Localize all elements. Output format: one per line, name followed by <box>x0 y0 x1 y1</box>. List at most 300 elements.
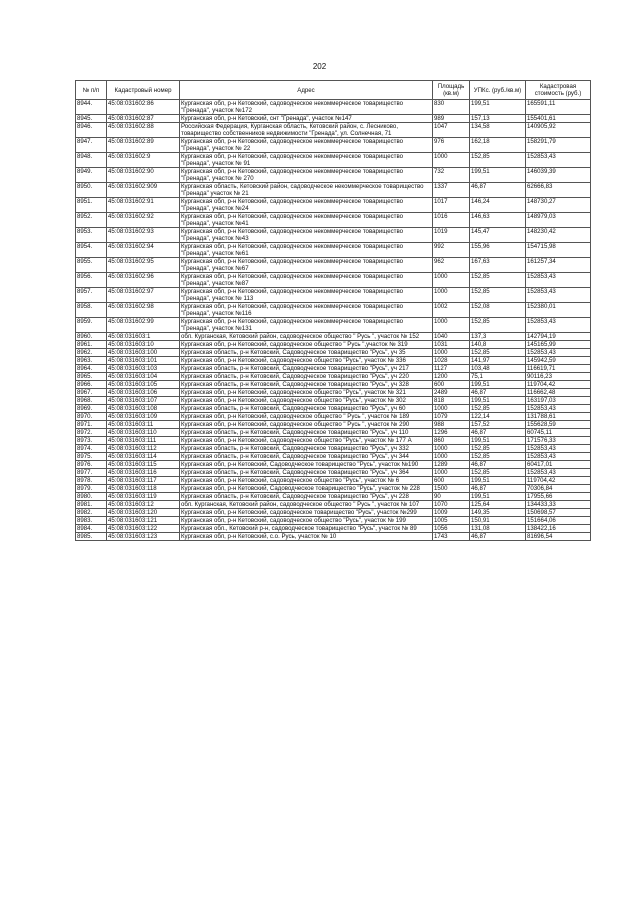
cadastral-cost: 163197,03 <box>526 397 591 405</box>
row-num: 8966. <box>76 381 107 389</box>
upks: 46,87 <box>470 429 526 437</box>
cadastral-cost: 62666,83 <box>526 183 591 198</box>
cadastral-cost: 140905,92 <box>526 123 591 138</box>
table-row <box>76 429 591 437</box>
address: Курганская обл, р-н Кетовский, садоводческое общество "Русь", участок № 302 <box>180 397 433 405</box>
upks: 152,85 <box>470 453 526 461</box>
table-row <box>76 381 591 389</box>
row-num: 8978. <box>76 477 107 485</box>
table-row <box>76 228 591 243</box>
upks: 157,13 <box>470 115 526 123</box>
row-num: 8947. <box>76 138 107 153</box>
table-row <box>76 288 591 303</box>
table-row <box>76 273 591 288</box>
area: 1000 <box>433 318 470 333</box>
cadastral-cost: 60417,01 <box>526 461 591 469</box>
address: Курганская обл, р-н Кетовский, садоводческое общество "Русь", участок № 336 <box>180 357 433 365</box>
table-row <box>76 183 591 198</box>
cadastral-number: 45:08:031602:94 <box>107 243 180 258</box>
area: 1200 <box>433 373 470 381</box>
upks: 146,24 <box>470 198 526 213</box>
cadastral-number: 45:08:031602:90 <box>107 168 180 183</box>
address: Российская Федерация, Курганская область, Кетовский район, с. Лесниково, товарищество собственников недвижимости "Гренада", ул. Солнечная, 71 <box>180 123 433 138</box>
table-row <box>76 258 591 273</box>
cadastral-cost: 152853,43 <box>526 288 591 303</box>
cadastral-number: 45:08:031603:117 <box>107 477 180 485</box>
cadastral-number: 45:08:031603:114 <box>107 453 180 461</box>
cadastral-number: 45:08:031602:86 <box>107 100 180 115</box>
table-row <box>76 373 591 381</box>
row-num: 8957. <box>76 288 107 303</box>
row-num: 8964. <box>76 365 107 373</box>
area: 860 <box>433 437 470 445</box>
table-row <box>76 115 591 123</box>
area: 1019 <box>433 228 470 243</box>
cadastral-number: 45:08:031602:9 <box>107 153 180 168</box>
row-num: 8959. <box>76 318 107 333</box>
cadastral-cost: 152380,01 <box>526 303 591 318</box>
cadastral-cost: 154715,98 <box>526 243 591 258</box>
table-row <box>76 123 591 138</box>
table-row <box>76 477 591 485</box>
area: 1031 <box>433 341 470 349</box>
row-num: 8948. <box>76 153 107 168</box>
cadastral-cost: 60745,11 <box>526 429 591 437</box>
address: Курганская область, р-н Кетовский, Садоводческое товарищество "Русь", уч 228 <box>180 493 433 501</box>
cadastral-number: 45:08:031602:87 <box>107 115 180 123</box>
area: 1079 <box>433 413 470 421</box>
cadastral-number: 45:08:031602:93 <box>107 228 180 243</box>
cadastral-number: 45:08:031603:101 <box>107 357 180 365</box>
address: Курганская обл, р-н Кетовский, садоводческое некоммерческое товарищество "Гренада", участок №67 <box>180 258 433 273</box>
header-cadastral-cost: Кадастровая стоимость (руб.) <box>526 81 591 100</box>
table-row <box>76 509 591 517</box>
area: 1000 <box>433 273 470 288</box>
row-num: 8973. <box>76 437 107 445</box>
cadastral-number: 45:08:031603:118 <box>107 485 180 493</box>
table-row <box>76 349 591 357</box>
upks: 46,87 <box>470 485 526 493</box>
cadastral-cost: 165591,11 <box>526 100 591 115</box>
row-num: 8965. <box>76 373 107 381</box>
cadastral-number: 45:08:031602:99 <box>107 318 180 333</box>
cadastral-cost: 131788,61 <box>526 413 591 421</box>
table-row <box>76 153 591 168</box>
area: 989 <box>433 115 470 123</box>
address: Курганская обл, р-н Кетовский, садоводческое некоммерческое товарищество "Гренада", участок №131 <box>180 318 433 333</box>
upks: 46,87 <box>470 461 526 469</box>
address: Курганская обл, р-н Кетовский, садоводческое некоммерческое товарищество "Гренада", участок №172 <box>180 100 433 115</box>
address: Курганская область, р-н Кетовский, Садоводческое товарищество "Русь", уч 344 <box>180 453 433 461</box>
cadastral-number: 45:08:031603:123 <box>107 533 180 541</box>
address: Курганская обл, р-н Кетовский, садоводческое общество " Русь ", участок № 189 <box>180 413 433 421</box>
cadastral-number: 45:08:031603:1 <box>107 333 180 341</box>
cadastral-cost: 152853,43 <box>526 453 591 461</box>
cadastral-cost: 148730,27 <box>526 198 591 213</box>
cadastral-number: 45:08:031603:109 <box>107 413 180 421</box>
upks: 199,51 <box>470 168 526 183</box>
table-row <box>76 525 591 533</box>
upks: 137,3 <box>470 333 526 341</box>
address: Курганская обл, р-н Кетовский, с.о. Русь, участок № 10 <box>180 533 433 541</box>
cadastral-cost: 81696,54 <box>526 533 591 541</box>
upks: 46,87 <box>470 533 526 541</box>
upks: 140,8 <box>470 341 526 349</box>
upks: 103,48 <box>470 365 526 373</box>
address: Курганская обл, р-н Кетовский, садоводческое некоммерческое товарищество "Гренада", участок № 22 <box>180 138 433 153</box>
table-row <box>76 100 591 115</box>
upks: 145,47 <box>470 228 526 243</box>
cadastral-cost: 152853,43 <box>526 405 591 413</box>
row-num: 8969. <box>76 405 107 413</box>
area: 600 <box>433 381 470 389</box>
area: 1070 <box>433 501 470 509</box>
row-num: 8975. <box>76 453 107 461</box>
cadastral-cost: 145942,59 <box>526 357 591 365</box>
row-num: 8974. <box>76 445 107 453</box>
area: 830 <box>433 100 470 115</box>
upks: 152,85 <box>470 288 526 303</box>
cadastral-number: 45:08:031602:97 <box>107 288 180 303</box>
area: 1056 <box>433 525 470 533</box>
address: Курганская обл, р-н Кетовский, садоводческое некоммерческое товарищество "Гренада", участок №41 <box>180 213 433 228</box>
cadastral-number: 45:08:031602:98 <box>107 303 180 318</box>
row-num: 8972. <box>76 429 107 437</box>
row-num: 8984. <box>76 525 107 533</box>
cadastral-cost: 146039,39 <box>526 168 591 183</box>
upks: 152,85 <box>470 153 526 168</box>
upks: 152,08 <box>470 303 526 318</box>
cadastral-number: 45:08:031602:91 <box>107 198 180 213</box>
row-num: 8962. <box>76 349 107 357</box>
cadastral-cost: 17955,66 <box>526 493 591 501</box>
row-num: 8985. <box>76 533 107 541</box>
area: 600 <box>433 477 470 485</box>
table-row <box>76 303 591 318</box>
upks: 152,85 <box>470 273 526 288</box>
cadastral-number: 45:08:031603:10 <box>107 341 180 349</box>
address: Курганская обл, р-н Кетовский, садоводческое товарищество "Русь", участок №299 <box>180 509 433 517</box>
cadastral-cost: 152853,43 <box>526 153 591 168</box>
cadastral-number: 45:08:031603:105 <box>107 381 180 389</box>
table-row <box>76 469 591 477</box>
cadastral-cost: 90116,23 <box>526 373 591 381</box>
table-row <box>76 168 591 183</box>
cadastral-number: 45:08:031602:92 <box>107 213 180 228</box>
upks: 152,85 <box>470 349 526 357</box>
table-row <box>76 405 591 413</box>
cadastral-number: 45:08:031603:108 <box>107 405 180 413</box>
area: 962 <box>433 258 470 273</box>
header-address: Адрес <box>180 81 433 100</box>
table-row <box>76 501 591 509</box>
address: Курганская обл, р-н Кетовский, садоводческое некоммерческое товарищество "Гренада", участок №87 <box>180 273 433 288</box>
table-row <box>76 357 591 365</box>
upks: 162,18 <box>470 138 526 153</box>
cadastral-cost: 155628,59 <box>526 421 591 429</box>
area: 2489 <box>433 389 470 397</box>
address: Курганская обл, р-н Кетовский, садоводческое некоммерческое товарищество "Гренада", участок № 113 <box>180 288 433 303</box>
upks: 150,91 <box>470 517 526 525</box>
upks: 152,85 <box>470 405 526 413</box>
header-area: Площадь (кв.м) <box>433 81 470 100</box>
cadastral-number: 45:08:031603:12 <box>107 501 180 509</box>
row-num: 8945. <box>76 115 107 123</box>
cadastral-cost: 171576,33 <box>526 437 591 445</box>
area: 1127 <box>433 365 470 373</box>
area: 1000 <box>433 453 470 461</box>
address: Курганская обл, р-н Кетовский, садоводческое некоммерческое товарищество "Гренада", участок № 91 <box>180 153 433 168</box>
address: Курганская обл, р-н Кетовский, садоводческое некоммерческое товарищество "Гренада", участок № 270 <box>180 168 433 183</box>
cadastral-cost: 116619,71 <box>526 365 591 373</box>
address: Курганская обл, р-н Кетовский, садоводческое некоммерческое товарищество "Гренада", участок №24 <box>180 198 433 213</box>
cadastral-cost: 119704,42 <box>526 477 591 485</box>
address: Курганская обл, р-н Кетовский, садоводческое общество "Русь", участок № 321 <box>180 389 433 397</box>
area: 976 <box>433 138 470 153</box>
cadastral-number: 45:08:031602:88 <box>107 123 180 138</box>
area: 1000 <box>433 405 470 413</box>
row-num: 8952. <box>76 213 107 228</box>
row-num: 8944. <box>76 100 107 115</box>
table-row <box>76 333 591 341</box>
row-num: 8979. <box>76 485 107 493</box>
row-num: 8946. <box>76 123 107 138</box>
cadastral-cost: 161257,34 <box>526 258 591 273</box>
area: 1000 <box>433 469 470 477</box>
address: обл. Курганская, Кетовский район, садоводческое общество " Русь ", участок № 107 <box>180 501 433 509</box>
area: 988 <box>433 421 470 429</box>
cadastral-number: 45:08:031603:120 <box>107 509 180 517</box>
upks: 46,87 <box>470 389 526 397</box>
upks: 152,85 <box>470 469 526 477</box>
cadastral-number: 45:08:031603:100 <box>107 349 180 357</box>
address: Курганская область, р-н Кетовский, Садоводческое товарищество "Русь", уч 332 <box>180 445 433 453</box>
cadastral-number: 45:08:031603:103 <box>107 365 180 373</box>
area: 1040 <box>433 333 470 341</box>
address: Курганская обл, р-н Кетовский, садоводческое некоммерческое товарищество "Гренада", участок №43 <box>180 228 433 243</box>
address: Курганская область, р-н Кетовский, Садоводческое товарищество "Русь", уч 110 <box>180 429 433 437</box>
address: Курганская обл, р-н Кетовский, Садоводческое товарищество "Русь", участок № 228 <box>180 485 433 493</box>
address: Курганская обл, р-н Кетовский, садоводческое общество "Русь", участок № 199 <box>180 517 433 525</box>
table-row <box>76 437 591 445</box>
cadastral-cost: 155401,61 <box>526 115 591 123</box>
cadastral-cost: 152853,43 <box>526 349 591 357</box>
upks: 149,35 <box>470 509 526 517</box>
row-num: 8971. <box>76 421 107 429</box>
cadastral-number: 45:08:031603:121 <box>107 517 180 525</box>
area: 90 <box>433 493 470 501</box>
area: 732 <box>433 168 470 183</box>
row-num: 8970. <box>76 413 107 421</box>
table-body <box>76 100 591 541</box>
upks: 199,51 <box>470 397 526 405</box>
table-row <box>76 198 591 213</box>
cadastral-cost: 145165,99 <box>526 341 591 349</box>
cadastral-number: 45:08:031603:110 <box>107 429 180 437</box>
table-row <box>76 341 591 349</box>
row-num: 8950. <box>76 183 107 198</box>
address: Курганская область, р-н Кетовский, Садоводческое товарищество "Русь", уч 35 <box>180 349 433 357</box>
address: Курганская обл, р-н Кетовский, садоводческое общество " Русь ", участок № 290 <box>180 421 433 429</box>
cadastral-cost: 119704,42 <box>526 381 591 389</box>
cadastral-number: 45:08:031602:95 <box>107 258 180 273</box>
area: 1337 <box>433 183 470 198</box>
table-row <box>76 138 591 153</box>
table-row <box>76 533 591 541</box>
address: Курганская область, р-н Кетовский, Садоводческое товарищество "Русь", уч 364 <box>180 469 433 477</box>
cadastral-cost: 138422,16 <box>526 525 591 533</box>
cadastral-cost: 148230,42 <box>526 228 591 243</box>
row-num: 8958. <box>76 303 107 318</box>
cadastral-number: 45:08:031603:122 <box>107 525 180 533</box>
address: Курганская обл, р-н Кетовский, снт "Гренада", участок №147 <box>180 115 433 123</box>
upks: 141,97 <box>470 357 526 365</box>
table-row <box>76 453 591 461</box>
cadastral-cost: 70306,84 <box>526 485 591 493</box>
upks: 152,85 <box>470 318 526 333</box>
page-number: 202 <box>312 62 327 71</box>
upks: 199,51 <box>470 381 526 389</box>
area: 1016 <box>433 213 470 228</box>
area: 1289 <box>433 461 470 469</box>
address: Курганская обл, р-н Кетовский, Садоводческое товарищество "Русь", участок №190 <box>180 461 433 469</box>
table-row <box>76 397 591 405</box>
area: 1743 <box>433 533 470 541</box>
address: Курганская область, р-н Кетовский, Садоводческое товарищество "Русь", уч 217 <box>180 365 433 373</box>
area: 1017 <box>433 198 470 213</box>
row-num: 8960. <box>76 333 107 341</box>
cadastral-number: 45:08:031603:112 <box>107 445 180 453</box>
row-num: 8953. <box>76 228 107 243</box>
cadastral-number: 45:08:031602:909 <box>107 183 180 198</box>
upks: 75,1 <box>470 373 526 381</box>
cadastral-cost: 152853,43 <box>526 469 591 477</box>
address: Курганская обл, р-н Кетовский, садоводческое общество "Русь", участок № 6 <box>180 477 433 485</box>
table-row <box>76 243 591 258</box>
row-num: 8967. <box>76 389 107 397</box>
row-num: 8951. <box>76 198 107 213</box>
cadastral-cost: 152853,43 <box>526 318 591 333</box>
cadastral-number: 45:08:031602:96 <box>107 273 180 288</box>
row-num: 8983. <box>76 517 107 525</box>
address: Курганская область, Кетовский район, садоводческое некоммерческое товарищество "Гренада" участок № 21 <box>180 183 433 198</box>
upks: 134,58 <box>470 123 526 138</box>
area: 1000 <box>433 153 470 168</box>
table-row <box>76 213 591 228</box>
area: 1296 <box>433 429 470 437</box>
upks: 199,51 <box>470 437 526 445</box>
area: 1009 <box>433 509 470 517</box>
area: 1005 <box>433 517 470 525</box>
table-row <box>76 318 591 333</box>
area: 1002 <box>433 303 470 318</box>
cadastral-cost: 148979,03 <box>526 213 591 228</box>
cadastral-number: 45:08:031603:104 <box>107 373 180 381</box>
upks: 155,96 <box>470 243 526 258</box>
address: Курганская обл, р-н Кетовский, садоводческое некоммерческое товарищество "Гренада", участок №116 <box>180 303 433 318</box>
table-row <box>76 413 591 421</box>
address: Курганская область, р-н Кетовский, Садоводческое товарищество "Русь", уч 328 <box>180 381 433 389</box>
cadastral-number: 45:08:031603:107 <box>107 397 180 405</box>
table-row <box>76 389 591 397</box>
header-upks: УПКс. (руб./кв.м) <box>470 81 526 100</box>
upks: 199,51 <box>470 493 526 501</box>
table-header-row <box>76 81 591 100</box>
address: обл. Курганская, Кетовский район, садоводческое общество " Русь ", участок № 152 <box>180 333 433 341</box>
table-row <box>76 517 591 525</box>
cadastral-number: 45:08:031603:111 <box>107 437 180 445</box>
upks: 167,63 <box>470 258 526 273</box>
address: Курганская обл, р-н Кетовский, садоводческое общество " Русь ",участок № 319 <box>180 341 433 349</box>
table-row <box>76 485 591 493</box>
row-num: 8956. <box>76 273 107 288</box>
table-row <box>76 421 591 429</box>
row-num: 8982. <box>76 509 107 517</box>
cadastral-cost: 150698,57 <box>526 509 591 517</box>
upks: 131,08 <box>470 525 526 533</box>
table-row <box>76 493 591 501</box>
row-num: 8955. <box>76 258 107 273</box>
upks: 46,87 <box>470 183 526 198</box>
row-num: 8954. <box>76 243 107 258</box>
cadastral-cost: 116662,48 <box>526 389 591 397</box>
table-row <box>76 445 591 453</box>
area: 1000 <box>433 288 470 303</box>
header-num: № п/п <box>76 81 107 100</box>
cadastral-cost: 152853,43 <box>526 273 591 288</box>
area: 1000 <box>433 445 470 453</box>
header-cadastral-number: Кадастровый номер <box>107 81 180 100</box>
area: 1000 <box>433 349 470 357</box>
cadastral-cost: 134433,33 <box>526 501 591 509</box>
cadastral-number: 45:08:031603:11 <box>107 421 180 429</box>
cadastral-number: 45:08:031603:115 <box>107 461 180 469</box>
row-num: 8963. <box>76 357 107 365</box>
area: 1028 <box>433 357 470 365</box>
upks: 199,51 <box>470 100 526 115</box>
area: 1500 <box>433 485 470 493</box>
row-num: 8968. <box>76 397 107 405</box>
row-num: 8976. <box>76 461 107 469</box>
address: Курганская область, р-н Кетовский, Садоводческое товарищество "Русь", уч 60 <box>180 405 433 413</box>
upks: 199,51 <box>470 477 526 485</box>
row-num: 8961. <box>76 341 107 349</box>
upks: 152,85 <box>470 445 526 453</box>
upks: 122,14 <box>470 413 526 421</box>
upks: 157,52 <box>470 421 526 429</box>
cadastral-number: 45:08:031603:119 <box>107 493 180 501</box>
address: Курганская обл, р-н Кетовский, садоводческое общество "Русь", участок № 177 А <box>180 437 433 445</box>
cadastral-cost: 142794,19 <box>526 333 591 341</box>
address: Курганская область, р-н Кетовский, Садоводческое товарищество "Русь", уч 220 <box>180 373 433 381</box>
table-row <box>76 461 591 469</box>
area: 818 <box>433 397 470 405</box>
upks: 146,63 <box>470 213 526 228</box>
row-num: 8977. <box>76 469 107 477</box>
cadastral-number: 45:08:031603:106 <box>107 389 180 397</box>
cadastral-number: 45:08:031603:116 <box>107 469 180 477</box>
cadastral-cost: 152853,43 <box>526 445 591 453</box>
area: 992 <box>433 243 470 258</box>
row-num: 8949. <box>76 168 107 183</box>
address: Курганская обл., Кетовский р-н, садоводческое товарищество "Русь", участок № 89 <box>180 525 433 533</box>
table-row <box>76 365 591 373</box>
address: Курганская обл, р-н Кетовский, садоводческое некоммерческое товарищество "Гренада", участок №61 <box>180 243 433 258</box>
upks: 125,64 <box>470 501 526 509</box>
cadastre-table <box>75 80 591 541</box>
cadastral-cost: 151664,06 <box>526 517 591 525</box>
row-num: 8980. <box>76 493 107 501</box>
